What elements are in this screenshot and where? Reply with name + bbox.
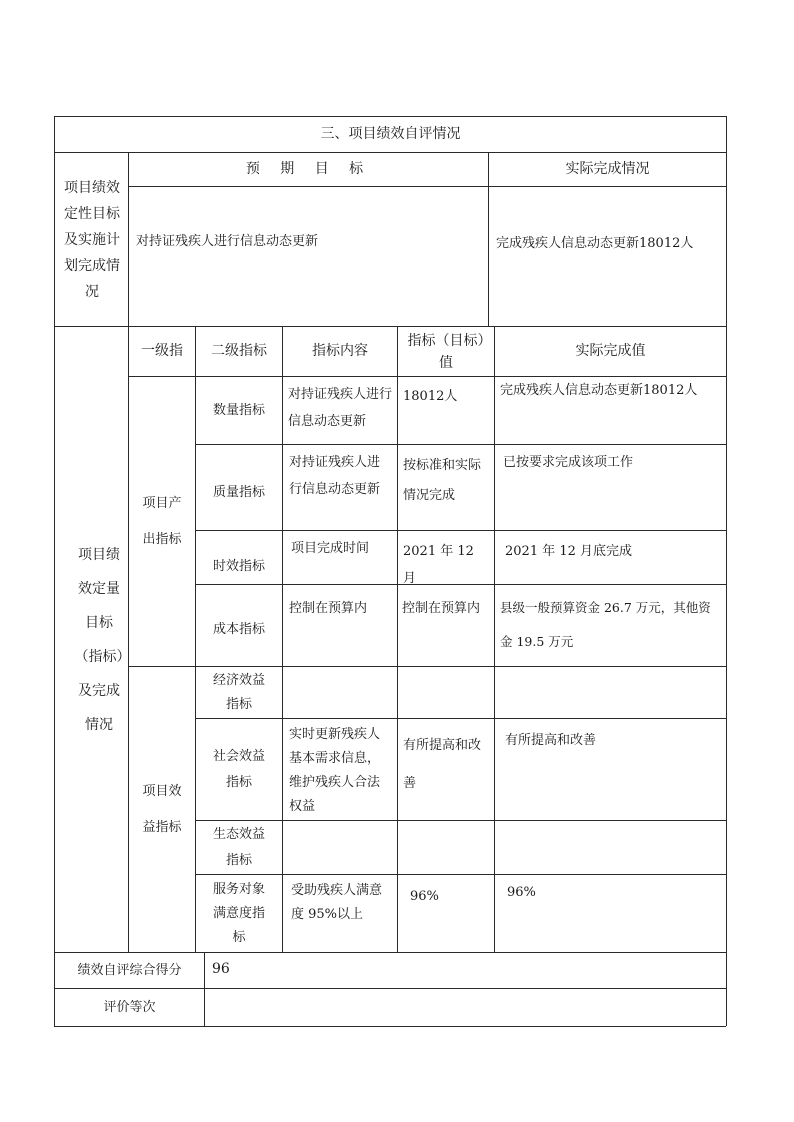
table-row-target	[398, 821, 494, 874]
table-row-level2: 社会效益指标	[212, 748, 265, 790]
quantitative-row-label: 项目绩效定量目标（指标）及完成情况	[74, 546, 124, 733]
header-target: 指标（目标）值	[407, 332, 485, 371]
table-row-target	[398, 667, 494, 718]
table-row-target: 2021 年 12 月	[403, 544, 474, 586]
table-row-level2: 生态效益指标	[212, 826, 265, 868]
table-row-content: 对持证残疾人进行信息动态更新	[288, 387, 393, 429]
output-indicator-group: 项目产出指标	[142, 495, 182, 547]
table-row-content: 控制在预算内	[289, 601, 368, 616]
table-row-actual	[495, 821, 726, 874]
table-row-actual: 县级一般预算资金 26.7 万元，其他资金 19.5 万元	[500, 600, 711, 649]
section-title: 三、项目绩效自评情况	[320, 126, 461, 142]
expected-goal-text: 对持证残疾人进行信息动态更新	[136, 234, 319, 249]
table-row-target: 控制在预算内	[402, 601, 481, 616]
table-row-content: 受助残疾人满意度 95%以上	[291, 883, 383, 922]
actual-completion-header: 实际完成情况	[565, 161, 650, 177]
table-row-level2: 成本指标	[212, 622, 265, 637]
grade-value	[212, 992, 712, 1020]
table-row-level2: 服务对象满意度指标	[212, 881, 265, 945]
header-actual: 实际完成值	[575, 343, 646, 359]
table-row-content: 实时更新残疾人基本需求信息，维护残疾人合法权益	[289, 727, 381, 814]
table-row-content	[283, 821, 397, 874]
table-row-actual: 2021 年 12 月底完成	[505, 544, 633, 559]
table-row-level2: 数量指标	[212, 403, 265, 418]
table-row-actual: 96%	[507, 885, 536, 900]
table-row-level2: 经济效益指标	[212, 672, 265, 712]
table-row-target: 18012人	[403, 389, 458, 404]
table-row-actual: 完成残疾人信息动态更新18012人	[500, 383, 698, 398]
table-row-level2: 质量指标	[212, 485, 265, 500]
table-row-level2: 时效指标	[212, 559, 265, 574]
table-row-actual: 有所提高和改善	[505, 733, 597, 748]
table-row-target: 96%	[410, 889, 439, 904]
actual-completion-text: 完成残疾人信息动态更新18012人	[496, 236, 694, 251]
table-row-actual	[495, 667, 726, 718]
qualitative-row-label: 项目绩效定性目标及实施计划完成情况	[64, 179, 120, 300]
table-row-actual: 已按要求完成该项工作	[503, 455, 634, 470]
benefit-indicator-group: 项目效益指标	[142, 783, 182, 835]
header-content: 指标内容	[312, 343, 368, 359]
score-value: 96	[212, 961, 230, 977]
table-row-content: 项目完成时间	[291, 541, 370, 556]
table-row-content	[283, 667, 397, 718]
header-level2: 二级指标	[211, 343, 267, 359]
table-row-target: 有所提高和改善	[403, 738, 482, 791]
expected-goal-header: 预 期 目 标	[245, 161, 372, 177]
grade-label: 评价等次	[103, 1000, 156, 1015]
score-label: 绩效自评综合得分	[77, 963, 182, 978]
header-level1: 一级指	[141, 343, 183, 359]
table-row-content: 对持证残疾人进行信息动态更新	[289, 455, 381, 497]
table-row-target: 按标准和实际情况完成	[403, 458, 482, 503]
